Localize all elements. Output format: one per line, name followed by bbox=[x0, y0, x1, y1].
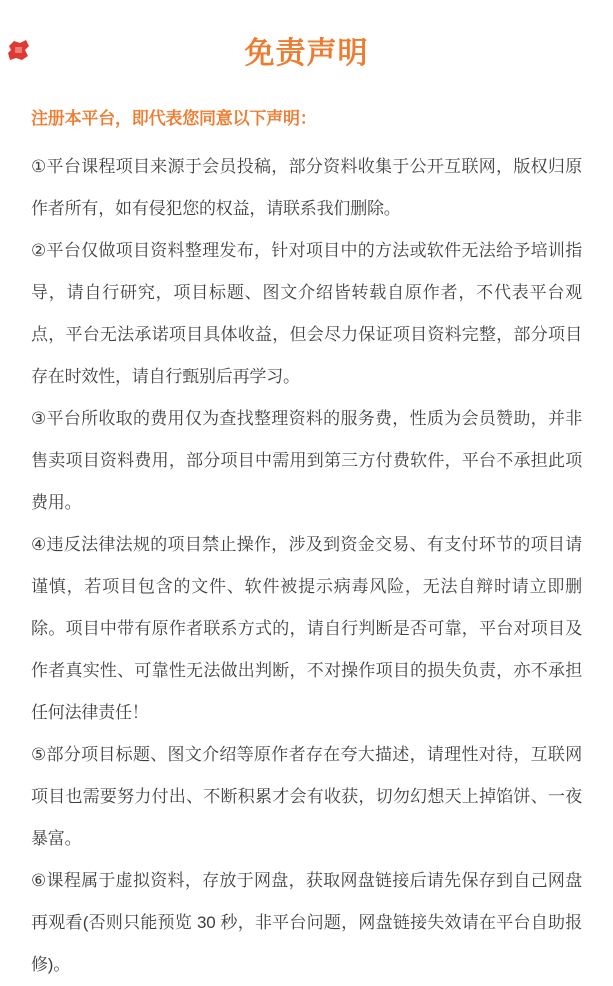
paragraph-5: ⑤部分项目标题、图文介绍等原作者存在夸大描述，请理性对待，互联网项目也需要努力付出、不断积累才会有收获，切勿幻想天上掉馅饼、一夜暴富。 bbox=[31, 745, 582, 848]
document-body bbox=[31, 98, 582, 986]
paragraph-3: ③平台所收取的费用仅为查找整理资料的服务费，性质为会员赞助，并非售卖项目资料费用，部分项目中需用到第三方付费软件，平台不承担此项费用。 bbox=[31, 409, 582, 512]
disclaimer-document-page bbox=[0, 36, 613, 974]
paragraph-4: ④违反法律法规的项目禁止操作，涉及到资金交易、有支付环节的项目请谨慎，若项目包含的文件、软件被提示病毒风险，无法自辩时请立即删除。项目中带有原作者联系方式的，请自行判断是否可靠，平台对项目及作者真实性、可靠性无法做出判断，不对操作项目的损失负责，亦不承担任何法律责任！ bbox=[31, 535, 582, 722]
paragraph-6: ⑥课程属于虚拟资料，存放于网盘，获取网盘链接后请先保存到自己网盘再观看(否则只能预览 30 秒，非平台问题，网盘链接失效请在平台自助报修)。 bbox=[31, 871, 582, 974]
red-stamp-icon bbox=[7, 39, 30, 61]
paragraph-1: ①平台课程项目来源于会员投稿，部分资料收集于公开互联网，版权归原作者所有，如有侵犯您的权益，请联系我们删除。 bbox=[31, 157, 582, 218]
paragraph-2: ②平台仅做项目资料整理发布，针对项目中的方法或软件无法给予培训指导，请自行研究，项目标题、图文介绍皆转载自原作者，不代表平台观点，平台无法承诺项目具体收益，但会尽力保证项目资料完整，部分项目存在时效性，请自行甄别后再学习。 bbox=[31, 241, 582, 386]
page-title: 免责声明 bbox=[244, 37, 369, 70]
lead-statement: 注册本平台，即代表您同意以下声明： bbox=[31, 109, 317, 128]
paragraph-list bbox=[31, 146, 582, 986]
